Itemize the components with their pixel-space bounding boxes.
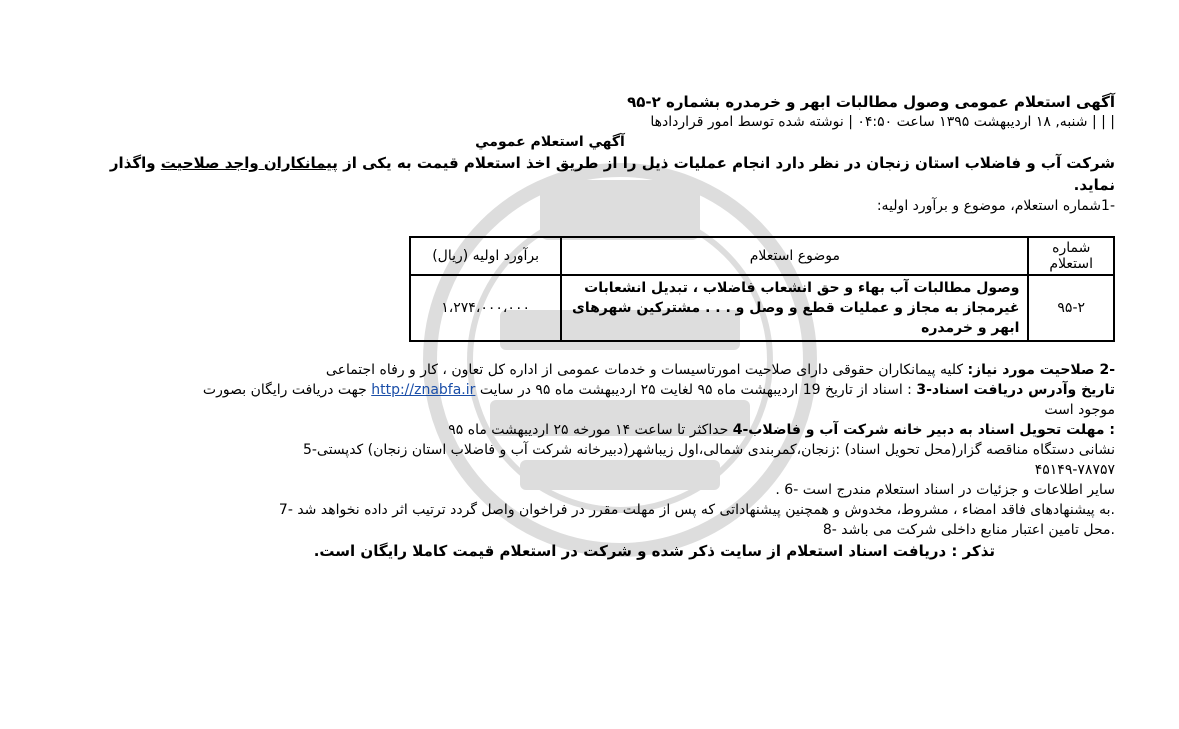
header-estimate: برآورد اولیه (ریال) (410, 237, 561, 275)
section-5: نشانی دستگاه مناقصه گزار(محل تحویل اسناد) :زنجان،کمربندی شمالی،اول زیباشهر(دبیرخانه شرکت آب و فاضلاب استان زنجان) کدپستی-5 (302, 442, 1115, 458)
announcement-subtitle: آگهي استعلام عمومي (475, 134, 625, 150)
section-3-text-2: جهت دریافت رایگان بصورت (202, 382, 367, 398)
page-title: آگهی استعلام عمومی وصول مطالبات ابهر و خرمدره بشماره ۲-۹۵ (627, 93, 1115, 111)
announcement (75, 92, 1115, 562)
section-2-label: -2 صلاحیت مورد نیاز: (967, 362, 1115, 378)
header-number: شماره استعلام (1028, 237, 1114, 275)
intro-text-end: واگذار نماید. (109, 154, 1115, 194)
inquiry-table (409, 236, 1115, 342)
footer-label: تذکر : (951, 542, 995, 560)
table-row (410, 275, 1114, 341)
znabfa-link[interactable]: http://znabfa.ir (371, 382, 476, 398)
section-8: .محل تامین اعتبار منابع داخلی شرکت می باشد -8 (822, 522, 1115, 538)
section-5-postal: ۴۵۱۴۹-۷۸۷۵۷ (1034, 462, 1115, 478)
intro-text: شرکت آب و فاضلاب استان زنجان در نظر دارد انجام عملیات ذیل را از طریق اخذ استعلام قیمت به یکی از (343, 154, 1115, 172)
section-3-continued: موجود است (1044, 402, 1115, 418)
section-3-text: : اسناد از تاریخ 19 اردیبهشت ماه ۹۵ لغایت ۲۵ اردیبهشت ماه ۹۵ در سایت (479, 382, 912, 398)
section-3-label: تاریخ وآدرس دریافت اسناد-3 (916, 382, 1115, 398)
footer-text: دریافت اسناد استعلام از سایت ذکر شده و شرکت در استعلام قیمت کاملا رایگان است. (313, 542, 947, 560)
table-header-row (410, 237, 1114, 275)
cell-subject: وصول مطالبات آب بهاء و حق انشعاب فاضلاب ، تبدیل انشعابات غیرمجاز به مجاز و عملیات قطع و وصل و . . . مشترکین شهرهای ابهر و خرمدره (561, 275, 1028, 341)
section-4-label: : مهلت تحویل اسناد به دبیر خانه شرکت آب و فاضلاب-4 (732, 422, 1115, 438)
header-subject: موضوع استعلام (561, 237, 1028, 275)
section-7: .به پیشنهادهای فاقد امضاء ، مشروط، مخدوش و همچنین پیشنهاداتی که پس از مهلت مقرر در فراخوان واصل گردد ترتیب اثر داده نخواهد شد -7 (278, 502, 1115, 518)
intro-underlined: پیمانکاران واجد صلاحیت (160, 154, 338, 172)
section-2 (75, 360, 1115, 380)
section-4 (75, 420, 1115, 440)
post-meta: | | | شنبه, ۱۸ اردیبهشت ۱۳۹۵ ساعت ۰۴:۵۰ | نوشته شده توسط امور قراردادها (650, 114, 1115, 130)
section-3 (75, 380, 1115, 400)
section-1: -1شماره استعلام، موضوع و برآورد اولیه: (876, 198, 1115, 214)
section-6: سایر اطلاعات و جزئیات در اسناد استعلام مندرج است -6 . (775, 482, 1115, 498)
section-4-text: حداکثر تا ساعت ۱۴ مورخه ۲۵ اردیبهشت ماه ۹۵ (448, 422, 729, 438)
intro-paragraph (75, 152, 1115, 196)
footer-note (75, 540, 1115, 562)
cell-estimate: ۱،۲۷۴،۰۰۰،۰۰۰ (410, 275, 561, 341)
section-2-text: کلیه پیمانکاران حقوقی دارای صلاحیت امورتاسیسات و خدمات عمومی از اداره کل تعاون ، کار و رفاه اجتماعی (325, 362, 963, 378)
cell-number: ۹۵-۲ (1028, 275, 1114, 341)
